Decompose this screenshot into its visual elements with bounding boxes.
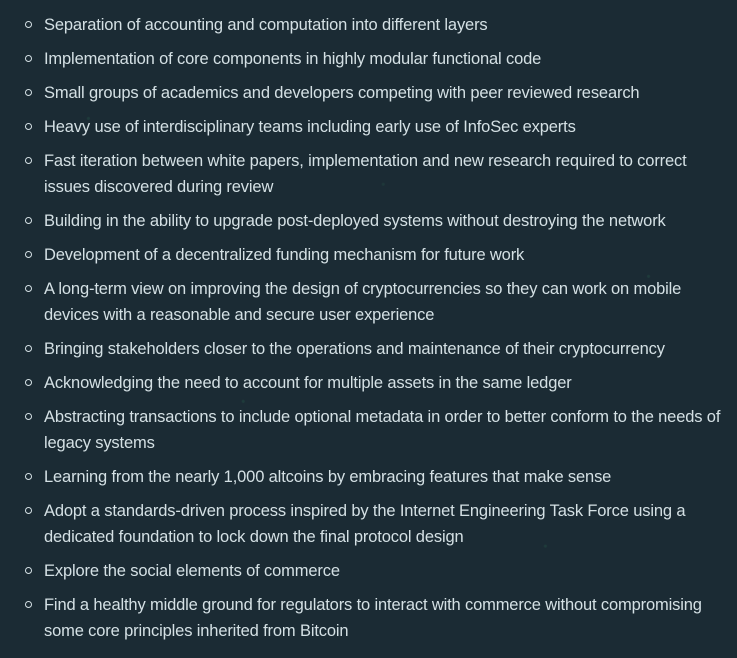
bullet-icon	[25, 345, 32, 352]
list-item-text: Abstracting transactions to include optional metadata in order to better conform to the needs of legacy systems	[44, 408, 721, 452]
bullet-icon	[25, 21, 32, 28]
list-item	[44, 592, 724, 644]
list-item-text: Bringing stakeholders closer to the operations and maintenance of their cryptocurrency	[44, 340, 665, 358]
list-item-text: Explore the social elements of commerce	[44, 562, 340, 580]
bullet-icon	[25, 507, 32, 514]
list-item	[44, 404, 724, 456]
list-item	[44, 464, 724, 490]
bullet-icon	[25, 567, 32, 574]
bullet-icon	[25, 601, 32, 608]
bullet-icon	[25, 157, 32, 164]
list-item-text: Acknowledging the need to account for multiple assets in the same ledger	[44, 374, 572, 392]
list-item-text: Small groups of academics and developers competing with peer reviewed research	[44, 84, 640, 102]
bullet-icon	[25, 123, 32, 130]
list-item	[44, 558, 724, 584]
list-item-text: Heavy use of interdisciplinary teams including early use of InfoSec experts	[44, 118, 576, 136]
bullet-icon	[25, 89, 32, 96]
list-item-text: Implementation of core components in highly modular functional code	[44, 50, 542, 68]
bullet-icon	[25, 217, 32, 224]
list-item	[44, 370, 724, 396]
list-item	[44, 276, 724, 328]
list-item-text: Development of a decentralized funding mechanism for future work	[44, 246, 525, 264]
bullet-icon	[25, 285, 32, 292]
list-item-text: Find a healthy middle ground for regulators to interact with commerce without compromising some core principles inherited from Bitcoin	[44, 596, 702, 640]
bullet-icon	[25, 473, 32, 480]
feature-list	[0, 12, 724, 644]
bullet-icon	[25, 379, 32, 386]
list-item-text: Fast iteration between white papers, implementation and new research required to correct issues discovered during review	[44, 152, 687, 196]
bullet-icon	[25, 251, 32, 258]
bullet-icon	[25, 55, 32, 62]
list-item	[44, 80, 724, 106]
list-item	[44, 148, 724, 200]
list-item-text: Learning from the nearly 1,000 altcoins by embracing features that make sense	[44, 468, 612, 486]
list-item	[44, 12, 724, 38]
list-item	[44, 242, 724, 268]
list-item	[44, 498, 724, 550]
list-item	[44, 208, 724, 234]
list-item	[44, 46, 724, 72]
list-item	[44, 336, 724, 362]
list-item	[44, 114, 724, 140]
bullet-icon	[25, 413, 32, 420]
list-item-text: Adopt a standards-driven process inspired by the Internet Engineering Task Force using a dedicated foundation to lock down the final protocol design	[44, 502, 686, 546]
list-item-text: A long-term view on improving the design of cryptocurrencies so they can work on mobile devices with a reasonable and secure user experience	[44, 280, 682, 324]
list-item-text: Separation of accounting and computation into different layers	[44, 16, 488, 34]
list-item-text: Building in the ability to upgrade post-deployed systems without destroying the network	[44, 212, 666, 230]
